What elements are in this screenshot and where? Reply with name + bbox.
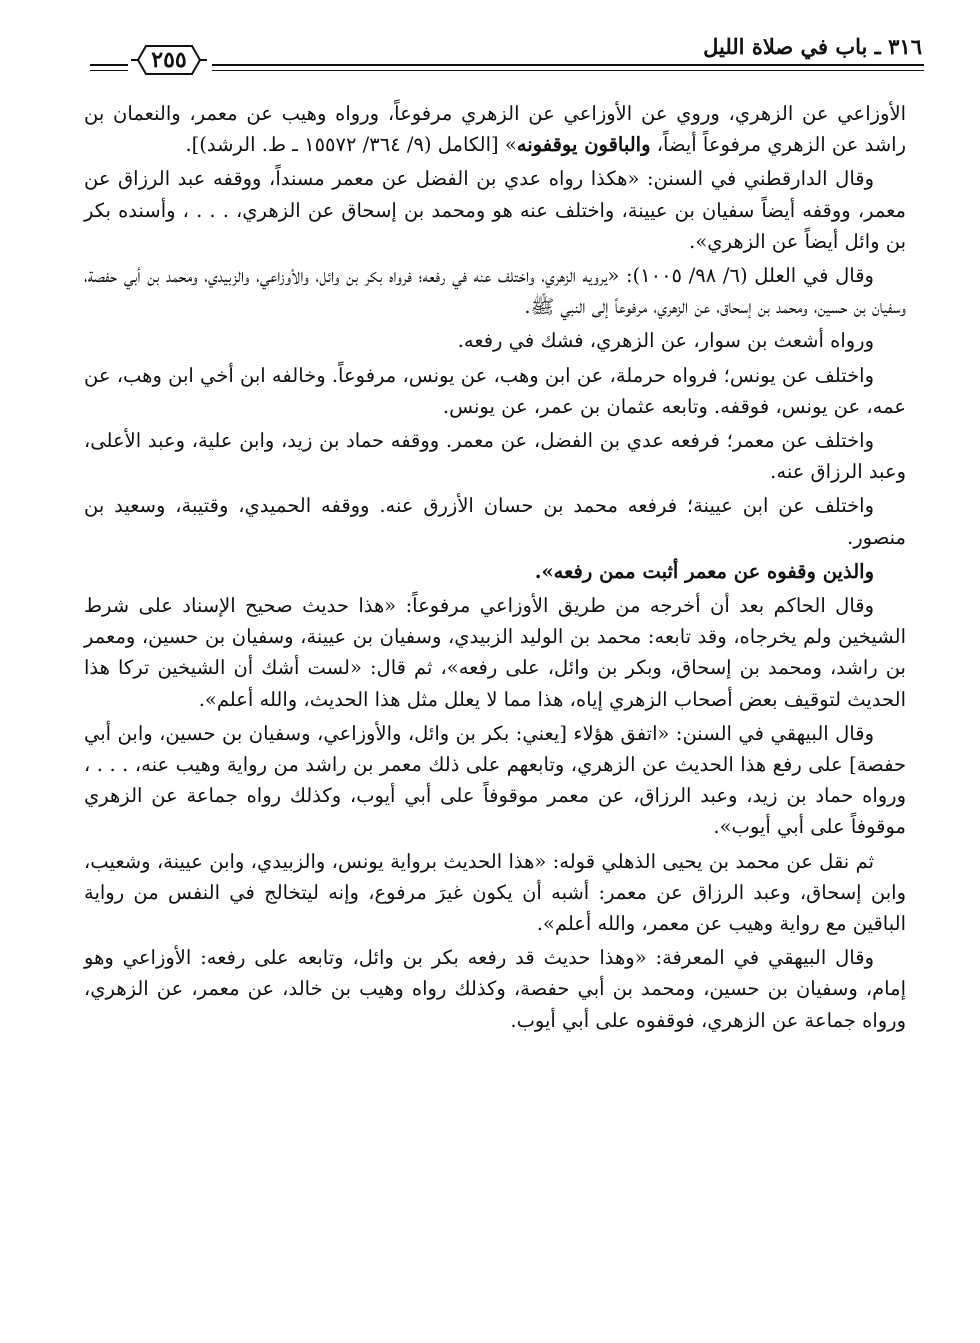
header-rule-left — [90, 64, 128, 66]
header-rule-right-lower — [212, 70, 924, 71]
paragraph-2: وقال الدارقطني في السنن: «هكذا رواه عدي بن الفضل عن معمر مسنداً، ووقفه عبد الرزاق عن معمر، ووقفه أيضاً سفيان بن عيينة، واختلف عنه هو ومحمد بن إسحاق عن الزهري، . . . ، وأسنده بكر بن وائل أيضاً عن الزهري». — [84, 167, 906, 253]
paragraph-1-text-a: الأوزاعي عن الزهري، وروي عن الأوزاعي عن الزهري مرفوعاً، ورواه وهيب عن معمر، والنعمان بن راشد عن الزهري مرفوعاً أيضاً، — [84, 102, 906, 157]
paragraph-1-text-b: » [الكامل (٩/ ٣٦٤/ ١٥٥٧٢ ـ ط. الرشد)]. — [185, 133, 517, 157]
paragraph-6: واختلف عن معمر؛ فرفعه عدي بن الفضل، عن معمر. ووقفه حماد بن زيد، وابن علية، وعبد الأعلى، وعبد الرزاق عنه. — [84, 429, 906, 484]
header-rule-right — [212, 64, 924, 66]
paragraph-10: وقال البيهقي في السنن: «اتفق هؤلاء [يعني: بكر بن وائل، والأوزاعي، وسفيان بن حسين، وابن أبي حفصة] على رفع هذا الحديث عن الزهري، وتابعهم على ذلك معمر بن راشد من رواية وهيب عنه، . . . ، ورواه حماد بن زيد، وعبد الرزاق، عن معمر موقوفاً على أبي أيوب، وكذلك رواه جماعة عن الزهري موقوفاً على أبي أيوب». — [84, 721, 906, 839]
paragraph-12: وقال البيهقي في المعرفة: «وهذا حديث قد رفعه بكر بن وائل، وتابعه على رفعه: الأوزاعي وهو إمام، وسفيان بن حسين، ومحمد بن أبي حفصة، وكذلك رواه وهيب بن خالد، عن معمر، عن الزهري، ورواه جماعة عن الزهري، فوقفوه على أبي أيوب. — [84, 946, 906, 1032]
paragraph-8: والذين وقفوه عن معمر أثبت ممن رفعه». — [534, 559, 874, 583]
page-header — [0, 0, 980, 90]
page-number-badge — [130, 43, 208, 77]
page-body — [84, 98, 906, 1328]
header-rule-left-lower — [90, 70, 128, 71]
paragraph-1-bold-phrase: والباقون يوقفونه — [516, 133, 651, 157]
paragraph-9: وقال الحاكم بعد أن أخرجه من طريق الأوزاعي مرفوعاً: «هذا حديث صحيح الإسناد على شرط الشيخين ولم يخرجاه، وقد تابعه: محمد بن الوليد الزبيدي، وسفيان بن عيينة، وسفيان بن حسين، ومعمر بن راشد، ومحمد بن إسحاق، وبكر بن وائل، على رفعه»، ثم قال: «لست أشك أن الشيخين تركا هذا الحديث لتوقيف بعض أصحاب الزهري إياه، هذا مما لا يعلل مثل هذا الحديث، والله أعلم». — [84, 594, 906, 711]
section-title: ٣١٦ ـ باب في صلاة الليل — [703, 34, 922, 59]
page-number: ٢٥٥ — [151, 47, 187, 73]
paragraph-5: واختلف عن يونس؛ فرواه حرملة، عن ابن وهب، عن يونس، مرفوعاً. وخالفه ابن أخي ابن وهب، عن عمه، عن يونس، فوقفه. وتابعه عثمان بن عمر، عن يونس. — [84, 363, 906, 418]
paragraph-1 — [84, 98, 906, 160]
paragraph-3: وقال في العلل (٦/ ٩٨/ ١٠٠٥): «يرويه الزهري، واختلف عنه في رفعه؛ فرواه بكر بن وائل، والأوزاعي، والزبيدي، ومحمد بن أبي حفصة، وسفيان بن حسين، ومحمد بن إسحاق، عن الزهري، مرفوعاً إلى النبي ﷺ. — [84, 264, 906, 319]
paragraph-4: ورواه أشعث بن سوار، عن الزهري، فشك في رفعه. — [457, 329, 874, 353]
paragraph-11: ثم نقل عن محمد بن يحيى الذهلي قوله: «هذا الحديث برواية يونس، والزبيدي، وابن عيينة، وشعيب، وابن إسحاق، وعبد الرزاق عن معمر: أشبه أن يكون غيرَ مرفوع، وإنه ليتخالج في النفس من رواية الباقين مع رواية وهيب عن معمر، والله أعلم». — [84, 849, 906, 936]
paragraph-7: واختلف عن ابن عيينة؛ فرفعه محمد بن حسان الأزرق عنه. ووقفه الحميدي، وقتيبة، وسعيد بن منصور. — [84, 494, 906, 549]
